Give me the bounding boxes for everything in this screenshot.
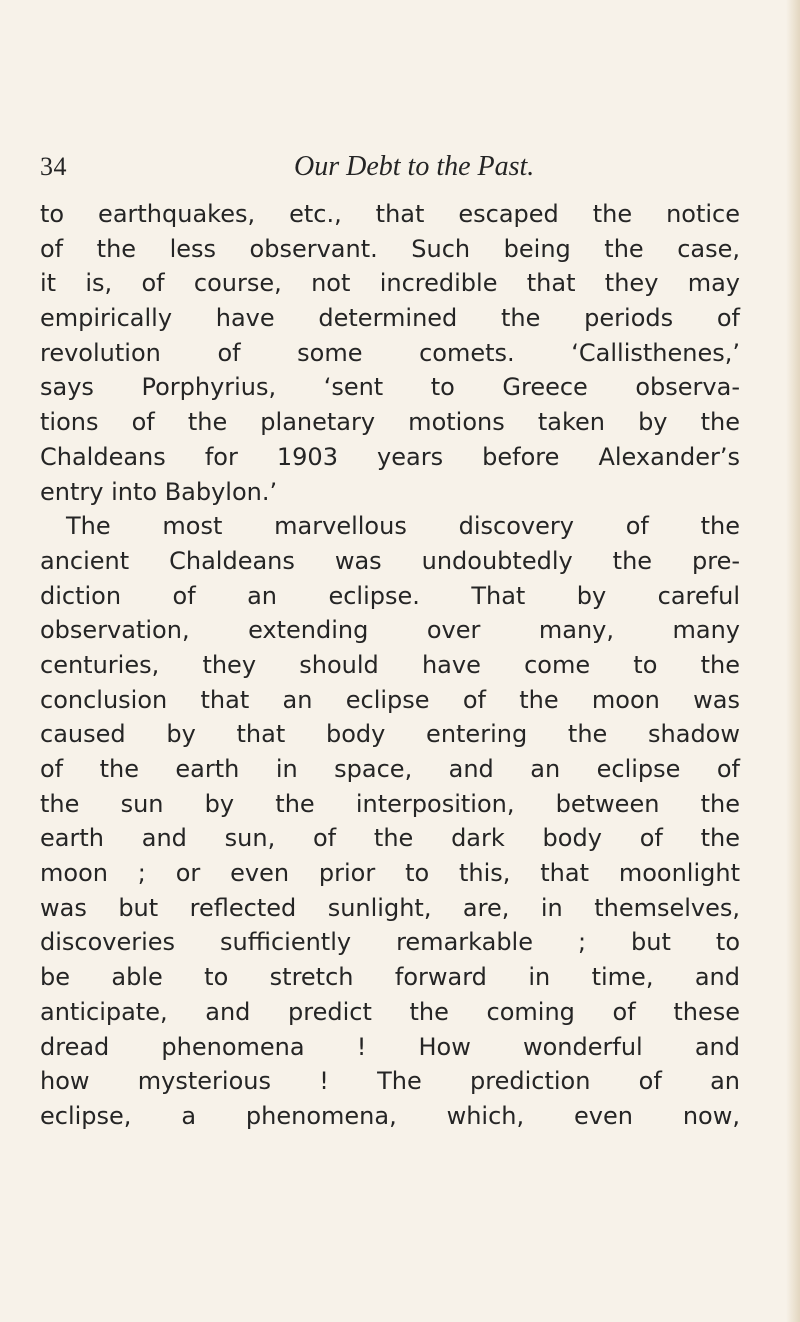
text-line: of the earth in space, and an eclipse of (40, 755, 740, 783)
text-line: eclipse, a phenomena, which, even now, (40, 1101, 740, 1130)
text-line: entry into Babylon.’ (40, 477, 278, 506)
text-line: says Porphyrius, ‘sent to Greece observa- (40, 373, 740, 402)
text-line: moon ; or even prior to this, that moonlight (40, 859, 740, 888)
text-line: it is, of course, not incredible that they may (40, 269, 740, 298)
text-line: conclusion that an eclipse of the moon was (40, 685, 740, 714)
text-line: the sun by the interposition, between the (40, 789, 740, 818)
text-line: how mysterious ! The prediction of an (40, 1067, 740, 1096)
text-line: anticipate, and predict the coming of these (40, 997, 740, 1026)
text-line: discoveries sufficiently remarkable ; but to (40, 928, 740, 957)
text-line: earth and sun, of the dark body of the (40, 824, 740, 853)
text-line: observation, extending over many, many (40, 616, 740, 645)
text-line: be able to stretch forward in time, and (40, 963, 740, 992)
text-line: Chaldeans for 1903 years before Alexander’s (40, 442, 740, 471)
text-line: The most marvellous discovery of the (66, 512, 740, 541)
text-line: to earthquakes, etc., that escaped the notice (40, 200, 740, 228)
running-title: Our Debt to the Past. (294, 151, 535, 182)
text-line: diction of an eclipse. That by careful (40, 581, 740, 610)
text-line: revolution of some comets. ‘Callisthenes,’ (40, 338, 740, 367)
text-line: was but reflected sunlight, are, in themselves, (40, 893, 740, 922)
text-line: empirically have determined the periods of (40, 304, 740, 333)
text-line: of the less observant. Such being the case, (40, 234, 740, 263)
text-line: tions of the planetary motions taken by the (40, 408, 740, 437)
page-header (40, 147, 740, 187)
text-line: dread phenomena ! How wonderful and (40, 1032, 740, 1061)
page-number: 34 (40, 152, 67, 181)
page-edge-shadow (786, 0, 800, 1322)
text-line: caused by that body entering the shadow (40, 720, 740, 749)
body-text (40, 197, 740, 1134)
text-line: centuries, they should have come to the (40, 650, 740, 679)
text-line: ancient Chaldeans was undoubtedly the pre- (40, 546, 740, 575)
